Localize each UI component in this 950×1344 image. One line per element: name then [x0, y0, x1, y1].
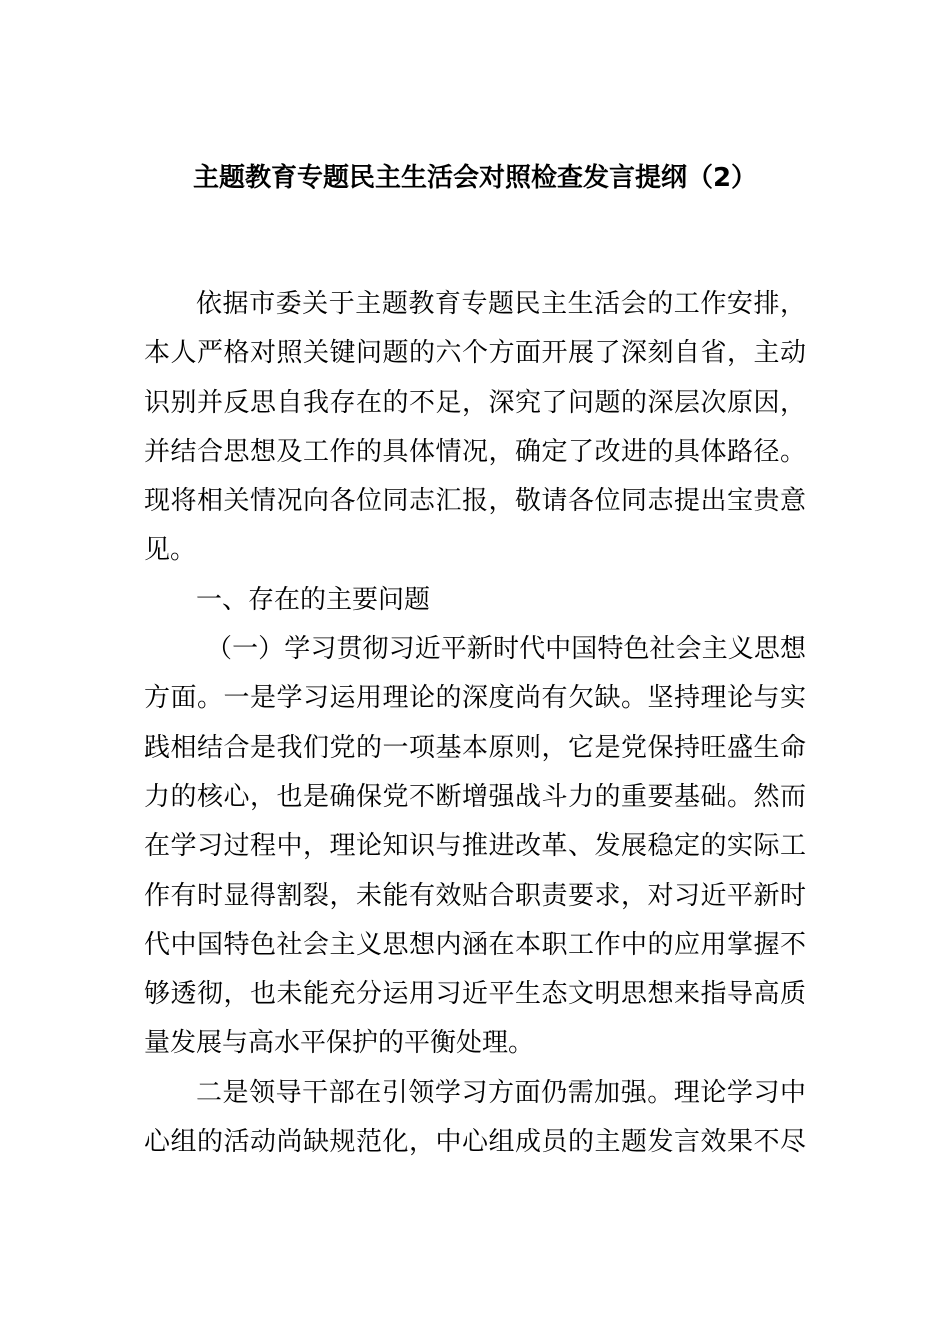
- paragraph-line: 量发展与高水平保护的平衡处理。: [144, 1028, 535, 1059]
- paragraph-line: 心组的活动尚缺规范化，中心组成员的主题发言效果不尽: [144, 1127, 806, 1158]
- paragraph-line: 见。: [144, 535, 197, 566]
- paragraph-line: 依据市委关于主题教育专题民主生活会的工作安排，: [196, 289, 806, 319]
- paragraph-line: 践相结合是我们党的一项基本原则，它是党保持旺盛生命: [144, 732, 806, 763]
- paragraph-line: 二是领导干部在引领学习方面仍需加强。理论学习中: [196, 1077, 806, 1108]
- paragraph-line: 现将相关情况向各位同志汇报，敬请各位同志提出宝贵意: [144, 486, 806, 517]
- section-heading: 一、存在的主要问题: [196, 584, 431, 615]
- paragraph-line: 作有时显得割裂，未能有效贴合职责要求，对习近平新时: [144, 880, 806, 911]
- paragraph-line: 代中国特色社会主义思想内涵在本职工作中的应用掌握不: [144, 929, 806, 960]
- paragraph-line: 方面。一是学习运用理论的深度尚有欠缺。坚持理论与实: [144, 683, 806, 714]
- paragraph-line: 力的核心，也是确保党不断增强战斗力的重要基础。然而: [144, 781, 806, 812]
- document-title: 主题教育专题民主生活会对照检查发言提纲（2）: [192, 163, 758, 193]
- document-body: [144, 280, 806, 1167]
- paragraph-line: 本人严格对照关键问题的六个方面开展了深刻自省，主动: [144, 338, 806, 369]
- paragraph-line: 识别并反思自我存在的不足，深究了问题的深层次原因，: [144, 387, 806, 418]
- paragraph-line: 够透彻，也未能充分运用习近平生态文明思想来指导高质: [144, 979, 806, 1010]
- subsection-heading-line: （一）学习贯彻习近平新时代中国特色社会主义思想: [206, 634, 806, 665]
- paragraph-line: 并结合思想及工作的具体情况，确定了改进的具体路径。: [144, 436, 806, 467]
- paragraph-line: 在学习过程中，理论知识与推进改革、发展稳定的实际工: [144, 831, 806, 862]
